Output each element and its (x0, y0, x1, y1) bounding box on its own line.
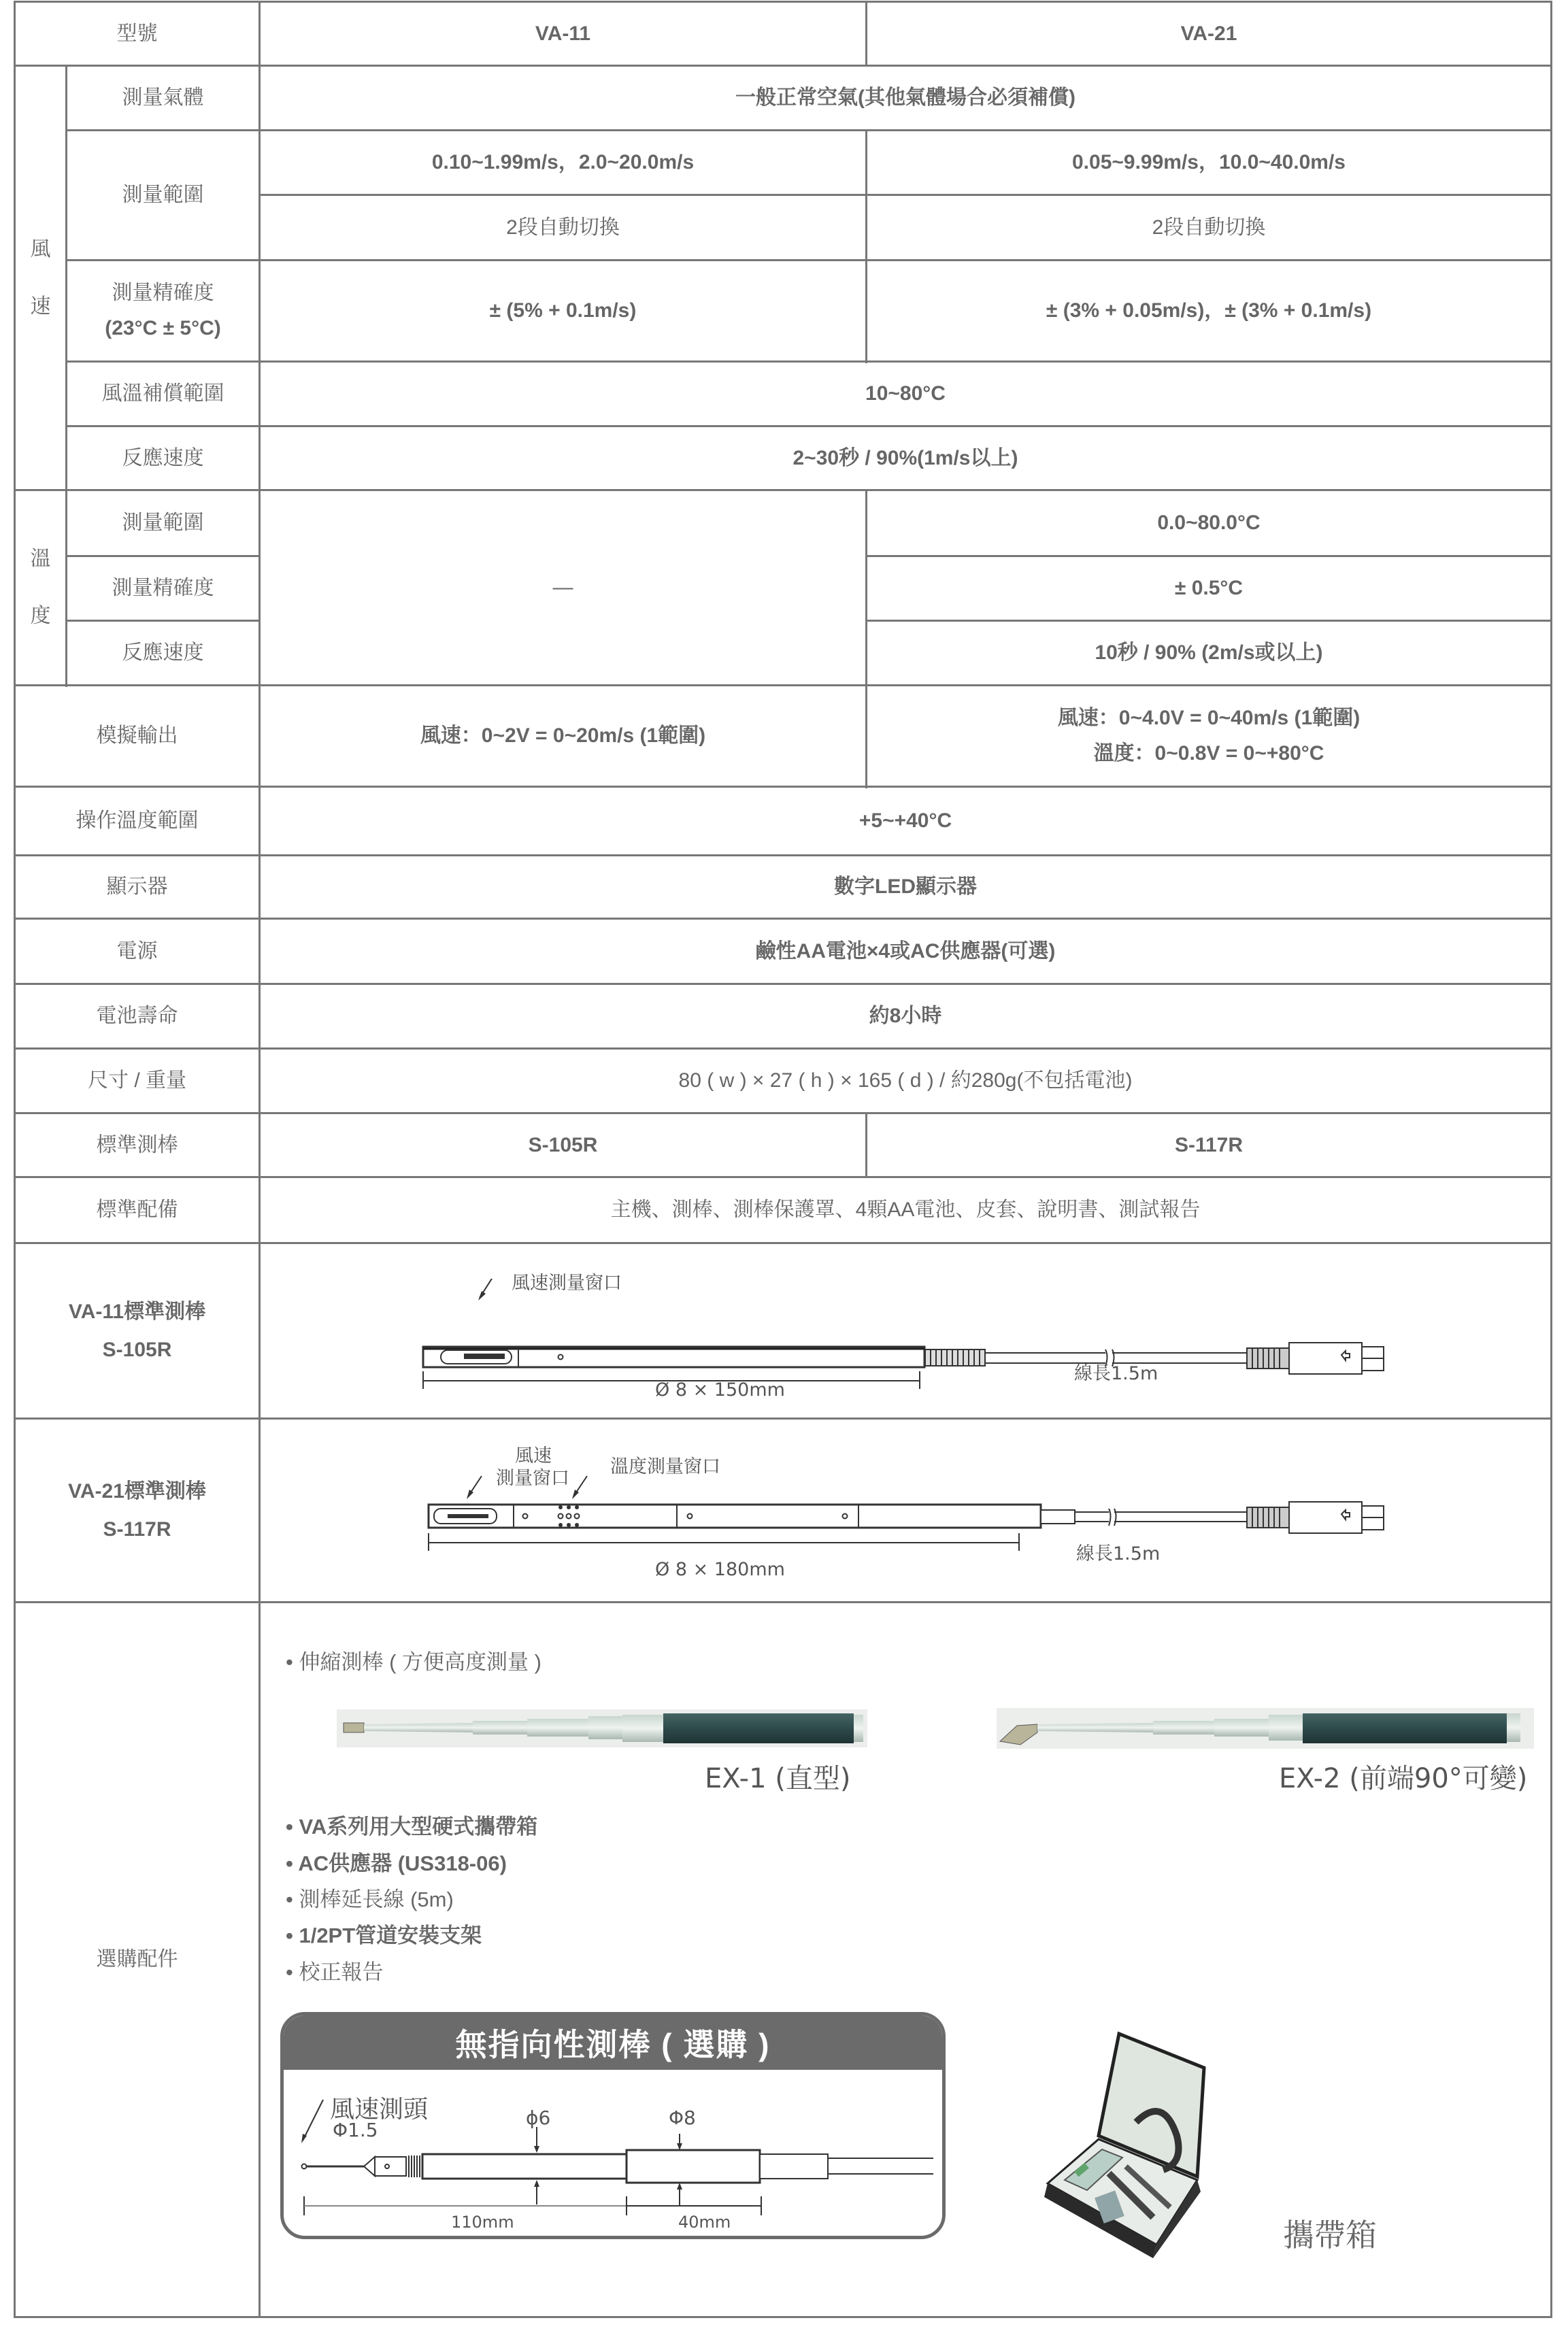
carrying-case-label: 攜帶箱 (1283, 2217, 1377, 2253)
accessory-item-bracket: • 1/2PT管道安裝支架 (286, 1924, 482, 1947)
accessory-item-ac: • AC供應器 (US318-06) (286, 1851, 507, 1875)
probe-va11-window-label: 風速測量窗口 (512, 1273, 622, 1294)
wind-accuracy-va21: ± (3% + 0.05m/s)，± (3% + 0.1m/s) (1046, 299, 1372, 322)
omni-len-body: 110mm (451, 2213, 514, 2232)
omni-phi-grip: Φ8 (669, 2107, 696, 2129)
table-border-bottom (14, 2316, 1552, 2318)
omni-phi-tip: Φ1.5 (333, 2119, 378, 2141)
accessory-item-calibration: • 校正報告 (286, 1960, 384, 1984)
omni-probe-title: 無指向性測棒 ( 選購 ) (284, 2015, 942, 2070)
temp-accuracy-va21: ± 0.5°C (1174, 577, 1244, 599)
wind-tempcomp-label: 風溫補償範圍 (101, 382, 224, 405)
probe-va11-cable-length: 線長1.5m (1074, 1363, 1158, 1384)
ex2-rod-image (997, 1704, 1534, 1751)
temp-range-label: 測量範圍 (122, 512, 204, 534)
wind-range-label: 測量範圍 (122, 184, 204, 206)
ex1-rod-image (337, 1704, 867, 1751)
analog-output-va21 (867, 686, 1550, 786)
wind-response-value: 2~30秒 / 90%(1m/s以上) (793, 446, 1018, 469)
probe-va21-temp-window-label: 溫度測量窗口 (610, 1456, 720, 1477)
standard-probe-va21: S-117R (1174, 1133, 1244, 1156)
accessory-telescopic: • 伸縮測棒 ( 方便高度測量 ) (286, 1650, 541, 1674)
model-va21: VA-21 (1180, 22, 1237, 45)
accessory-item-case: • VA系列用大型硬式攜帶箱 (286, 1815, 538, 1839)
analog-output-label: 模擬輸出 (96, 724, 178, 747)
operating-temp-value: +5~+40°C (858, 809, 952, 832)
wind-gas-label: 測量氣體 (122, 86, 204, 109)
display-value: 數字LED顯示器 (834, 875, 977, 898)
probe-va21-label-line2: S-117R (103, 1517, 171, 1541)
group-label-wind (16, 67, 65, 489)
wind-accuracy-label-sub: (23°C ± 5°C) (105, 317, 221, 339)
power-label: 電源 (116, 939, 158, 962)
wind-tempcomp-value: 10~80°C (865, 382, 946, 405)
table-border-right (1550, 1, 1552, 2318)
omni-len-grip: 40mm (678, 2213, 731, 2232)
analog-output-va21-temp: 溫度：0~0.8V = 0~+80°C (1093, 742, 1324, 765)
accessories-label: 選購配件 (96, 1948, 178, 1971)
temp-response-label: 反應速度 (122, 641, 204, 664)
omni-probe-panel (280, 2012, 946, 2239)
group-label-temperature (16, 491, 65, 684)
wind-range-va11: 0.10~1.99m/s，2.0~20.0m/s (431, 151, 695, 173)
temp-response-va21: 10秒 / 90% (2m/s或以上) (1095, 641, 1323, 664)
size-weight-label: 尺寸 / 重量 (87, 1069, 186, 1092)
battery-life-label: 電池壽命 (96, 1005, 178, 1027)
power-value: 鹼性AA電池×4或AC供應器(可選) (755, 939, 1056, 962)
model-header-label: 型號 (116, 22, 158, 45)
ex1-caption: EX-1 (直型) (705, 1763, 851, 1794)
wind-accuracy-va11: ± (5% + 0.1m/s) (489, 299, 637, 322)
omni-phi-body: ϕ6 (526, 2107, 551, 2129)
group-label-wind-2: 速 (30, 295, 51, 318)
standard-probe-va11: S-105R (528, 1133, 598, 1156)
wind-accuracy-label (67, 261, 258, 360)
probe-va21-dimension: Ø 8 × 180mm (655, 1559, 785, 1580)
probe-va21-label-line1: VA-21標準測棒 (68, 1480, 206, 1503)
group-label-temp-2: 度 (30, 605, 51, 627)
wind-response-label: 反應速度 (122, 446, 204, 469)
probe-va21-wind-window-line1: 風速 (515, 1445, 552, 1466)
size-weight-value: 80 ( w ) × 27 ( h ) × 165 ( d ) / 約280g(不包括電池) (678, 1069, 1133, 1092)
analog-output-va11: 風速：0~2V = 0~20m/s (1範圍) (420, 724, 706, 747)
probe-va11-dimension: Ø 8 × 150mm (655, 1379, 785, 1401)
standard-kit-label: 標準配備 (96, 1198, 178, 1221)
display-label: 顯示器 (106, 875, 168, 898)
wind-range-switch-va11: 2段自動切換 (506, 216, 620, 239)
probe-va21-wind-window-line2: 測量窗口 (496, 1468, 569, 1489)
standard-kit-value: 主機、測棒、測棒保護罩、4顆AA電池、皮套、說明書、測試報告 (610, 1198, 1201, 1221)
temp-range-va21: 0.0~80.0°C (1157, 512, 1261, 534)
wind-gas-value: 一般正常空氣(其他氣體場合必須補償) (735, 86, 1075, 109)
wind-accuracy-label-main: 測量精確度 (112, 281, 214, 304)
wind-range-va21: 0.05~9.99m/s，10.0~40.0m/s (1072, 151, 1346, 173)
analog-output-va21-wind: 風速：0~4.0V = 0~40m/s (1範圍) (1057, 706, 1361, 729)
group-label-temp-1: 溫 (30, 548, 51, 570)
probe-va11-diagram (408, 1279, 1415, 1401)
wind-range-switch-va21: 2段自動切換 (1152, 216, 1266, 239)
probe-va11-label (16, 1244, 258, 1418)
accessory-item-extension: • 測棒延長線 (5m) (286, 1888, 454, 1911)
standard-probe-label: 標準測棒 (96, 1133, 178, 1156)
temp-va11-value: — (552, 576, 573, 599)
omni-head-label: 風速測頭 (330, 2096, 429, 2124)
temp-accuracy-label: 測量精確度 (112, 577, 214, 599)
battery-life-value: 約8小時 (869, 1005, 942, 1027)
probe-va11-label-line1: VA-11標準測棒 (68, 1301, 206, 1323)
carrying-case-image (1034, 2013, 1286, 2265)
probe-va21-cable-length: 線長1.5m (1076, 1543, 1161, 1564)
model-va11: VA-11 (535, 22, 591, 45)
group-label-wind-1: 風 (30, 237, 51, 261)
ex2-caption: EX-2 (前端90°可變) (1279, 1763, 1528, 1794)
probe-va11-label-line2: S-105R (102, 1338, 172, 1361)
operating-temp-label: 操作溫度範圍 (76, 809, 199, 832)
probe-va21-label (16, 1420, 258, 1601)
